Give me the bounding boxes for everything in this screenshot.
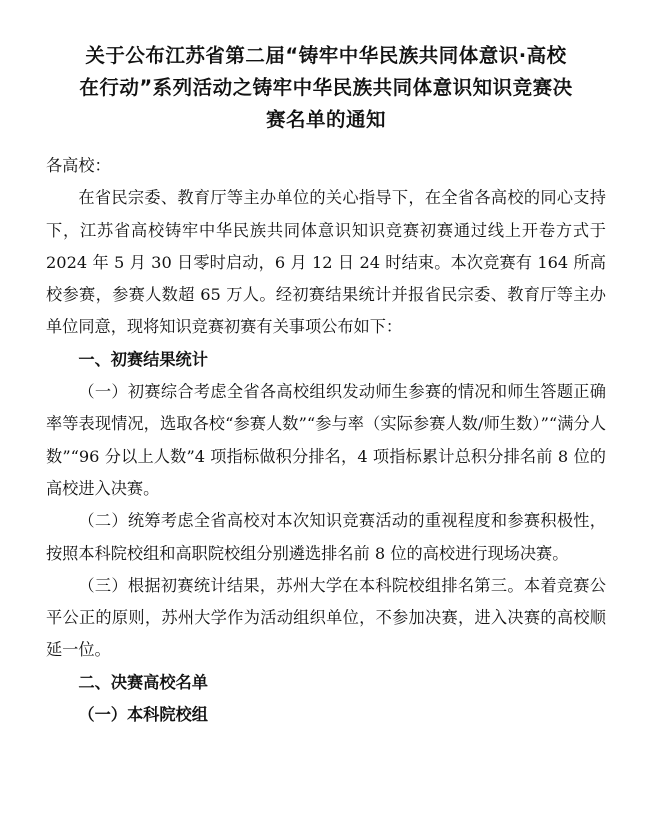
section-2-heading: 二、决赛高校名单 xyxy=(78,672,208,692)
title-line-3: 赛名单的通知 xyxy=(265,108,386,131)
section-1-item-2: （二）统筹考虑全省高校对本次知识竞赛活动的重视程度和参赛积极性，按照本科院校组和高职院校组分别遴选排名前 8 位的高校进行现场决赛。 xyxy=(46,511,606,563)
section-2-subheading: （一）本科院校组 xyxy=(78,705,208,725)
section-1-item-1: （一）初赛综合考虑全省各高校组织发动师生参赛的情况和师生答题正确率等表现情况，选取各校“参赛人数”“参与率（实际参赛人数/师生数）”“满分人数”“96 分以上人数”4 项指标做积分排名，4 项指标累计总积分排名前 8 位的高校进入决赛。 xyxy=(46,382,606,498)
title-line-2: 在行动”系列活动之铸牢中华民族共同体意识知识竞赛决 xyxy=(79,76,573,99)
salutation: 各高校： xyxy=(46,156,111,175)
document-body xyxy=(46,150,606,731)
section-1-item-3: （三）根据初赛统计结果，苏州大学在本科院校组排名第三。本着竞赛公平公正的原则，苏州大学作为活动组织单位，不参加决赛，进入决赛的高校顺延一位。 xyxy=(46,575,606,660)
title-line-1: 关于公布江苏省第二届“铸牢中华民族共同体意识·高校 xyxy=(85,44,567,67)
document-title xyxy=(40,40,612,136)
section-1-heading: 一、初赛结果统计 xyxy=(78,349,208,369)
intro-paragraph: 在省民宗委、教育厅等主办单位的关心指导下，在全省各高校的同心支持下，江苏省高校铸牢中华民族共同体意识知识竞赛初赛通过线上开卷方式于 2024 年 5 月 30 日零时启动，6 月 12 日 24 时结束。本次竞赛有 164 所高校参赛，参赛人数超 65 万人。经初赛结果统计并报省民宗委、教育厅等主办单位同意，现将知识竞赛初赛有关事项公布如下： xyxy=(46,188,606,337)
